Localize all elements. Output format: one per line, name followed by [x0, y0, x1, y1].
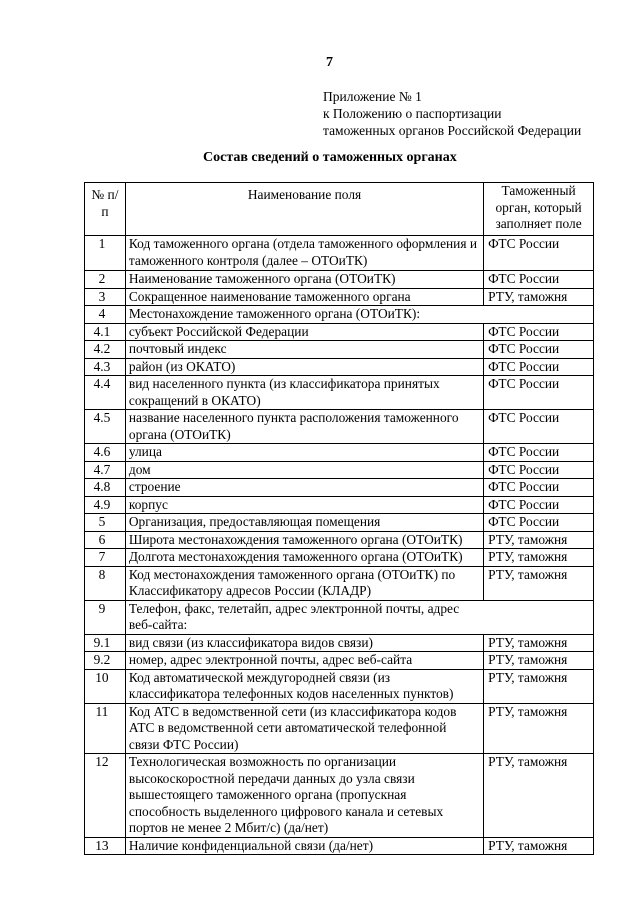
table-row: [85, 566, 594, 600]
row-number: 2: [85, 271, 126, 289]
table-header-row: [85, 183, 594, 236]
appendix-line-1: Приложение № 1: [323, 89, 422, 104]
row-field-name: дом: [125, 461, 483, 479]
row-filling-organ: ФТС России: [484, 236, 594, 271]
table-row: [85, 549, 594, 567]
row-number: 6: [85, 531, 126, 549]
row-filling-organ: РТУ, таможня: [484, 634, 594, 652]
table-row: [85, 341, 594, 359]
row-number: 7: [85, 549, 126, 567]
row-field-name: Широта местонахождения таможенного органа (ОТОиТК): [125, 531, 483, 549]
table-row: [85, 358, 594, 376]
row-number: 4.9: [85, 496, 126, 514]
appendix-line-2: к Положению о паспортизации: [323, 106, 502, 121]
row-field-name: район (из ОКАТО): [125, 358, 483, 376]
row-filling-organ: ФТС России: [484, 410, 594, 444]
table-row: [85, 837, 594, 855]
row-field-name: Код АТС в ведомственной сети (из классификатора кодов АТС в ведомственной сети автоматической телефонной связи ФТС России): [125, 703, 483, 754]
table-row: [85, 669, 594, 703]
table-row: [85, 236, 594, 271]
table-row: [85, 703, 594, 754]
row-number: 12: [85, 754, 126, 838]
row-number: 1: [85, 236, 126, 271]
row-number: 9: [85, 600, 126, 634]
table-row: [85, 444, 594, 462]
row-filling-organ: РТУ, таможня: [484, 549, 594, 567]
row-number: 8: [85, 566, 126, 600]
row-number: 9.2: [85, 652, 126, 670]
header-field-name: Наименование поля: [125, 183, 483, 236]
document-title: Состав сведений о таможенных органах: [203, 150, 457, 165]
row-filling-organ: ФТС России: [484, 376, 594, 410]
row-filling-organ: ФТС России: [484, 358, 594, 376]
table-row: [85, 376, 594, 410]
row-number: 3: [85, 288, 126, 306]
row-filling-organ: ФТС России: [484, 461, 594, 479]
row-number: 4.8: [85, 479, 126, 497]
table-row: [85, 600, 594, 634]
header-filling-organ: Таможенный орган, который заполняет поле: [484, 183, 594, 236]
row-field-name: Код автоматической междугородней связи (из классификатора телефонных кодов населенных пунктов): [125, 669, 483, 703]
row-field-name: корпус: [125, 496, 483, 514]
row-field-name: вид связи (из классификатора видов связи): [125, 634, 483, 652]
header-num: № п/п: [85, 183, 126, 236]
row-field-name: почтовый индекс: [125, 341, 483, 359]
row-field-name: Код местонахождения таможенного органа (ОТОиТК) по Классификатору адресов России (КЛАДР): [125, 566, 483, 600]
row-filling-organ: РТУ, таможня: [484, 837, 594, 855]
row-number: 9.1: [85, 634, 126, 652]
row-filling-organ: ФТС России: [484, 479, 594, 497]
table-row: [85, 496, 594, 514]
table-row: [85, 271, 594, 289]
row-filling-organ: ФТС России: [484, 323, 594, 341]
row-filling-organ: РТУ, таможня: [484, 703, 594, 754]
appendix-header: [323, 88, 581, 139]
row-filling-organ: РТУ, таможня: [484, 288, 594, 306]
table-row: [85, 754, 594, 838]
row-field-name: Сокращенное наименование таможенного органа: [125, 288, 483, 306]
table-body: [85, 236, 594, 855]
row-field-name: Код таможенного органа (отдела таможенного оформления и таможенного контроля (далее – ОТОиТК): [125, 236, 483, 271]
row-number: 4: [85, 306, 126, 324]
row-number: 10: [85, 669, 126, 703]
row-filling-organ: ФТС России: [484, 341, 594, 359]
merged-cell-text: Местонахождение таможенного органа (ОТОиТК):: [128, 306, 421, 321]
row-field-name: Организация, предоставляющая помещения: [125, 514, 483, 532]
row-field-name: строение: [125, 479, 483, 497]
row-filling-organ: РТУ, таможня: [484, 754, 594, 838]
row-filling-organ: РТУ, таможня: [484, 566, 594, 600]
merged-cell-text: Телефон, факс, телетайп, адрес электронной почты, адрес веб-сайта:: [128, 600, 460, 632]
table-row: [85, 410, 594, 444]
appendix-line-3: таможенных органов Российской Федерации: [323, 123, 582, 138]
row-filling-organ: РТУ, таможня: [484, 652, 594, 670]
row-field-name: субъект Российской Федерации: [125, 323, 483, 341]
row-filling-organ: ФТС России: [484, 271, 594, 289]
table-row: [85, 288, 594, 306]
table-row: [85, 323, 594, 341]
row-field-name: вид населенного пункта (из классификатора принятых сокращений в ОКАТО): [125, 376, 483, 410]
row-field-name: Наименование таможенного органа (ОТОиТК): [125, 271, 483, 289]
row-number: 11: [85, 703, 126, 754]
row-filling-organ: РТУ, таможня: [484, 669, 594, 703]
row-field-name: [125, 306, 593, 324]
row-number: 4.1: [85, 323, 126, 341]
row-number: 4.6: [85, 444, 126, 462]
table-row: [85, 306, 594, 324]
row-number: 5: [85, 514, 126, 532]
row-number: 4.3: [85, 358, 126, 376]
row-field-name: название населенного пункта расположения таможенного органа (ОТОиТК): [125, 410, 483, 444]
table-row: [85, 634, 594, 652]
row-filling-organ: ФТС России: [484, 444, 594, 462]
table-row: [85, 479, 594, 497]
row-number: 4.2: [85, 341, 126, 359]
row-field-name: номер, адрес электронной почты, адрес веб-сайта: [125, 652, 483, 670]
row-filling-organ: РТУ, таможня: [484, 531, 594, 549]
row-field-name: Наличие конфиденциальной связи (да/нет): [125, 837, 483, 855]
row-field-name: Долгота местонахождения таможенного органа (ОТОиТК): [125, 549, 483, 567]
row-number: 4.5: [85, 410, 126, 444]
row-number: 4.7: [85, 461, 126, 479]
table-row: [85, 531, 594, 549]
row-field-name: [125, 600, 593, 634]
row-filling-organ: ФТС России: [484, 496, 594, 514]
table-row: [85, 461, 594, 479]
row-field-name: улица: [125, 444, 483, 462]
row-number: 13: [85, 837, 126, 855]
page-number: 7: [326, 55, 333, 70]
table-row: [85, 514, 594, 532]
row-field-name: Технологическая возможность по организации высокоскоростной передачи данных до узла связи вышестоящего таможенного органа (пропускная способность выделенного цифрового канала и сетевых портов не менее 2 Мбит/с) (да/нет): [125, 754, 483, 838]
row-number: 4.4: [85, 376, 126, 410]
table-row: [85, 652, 594, 670]
row-filling-organ: ФТС России: [484, 514, 594, 532]
customs-data-table: [84, 182, 594, 855]
